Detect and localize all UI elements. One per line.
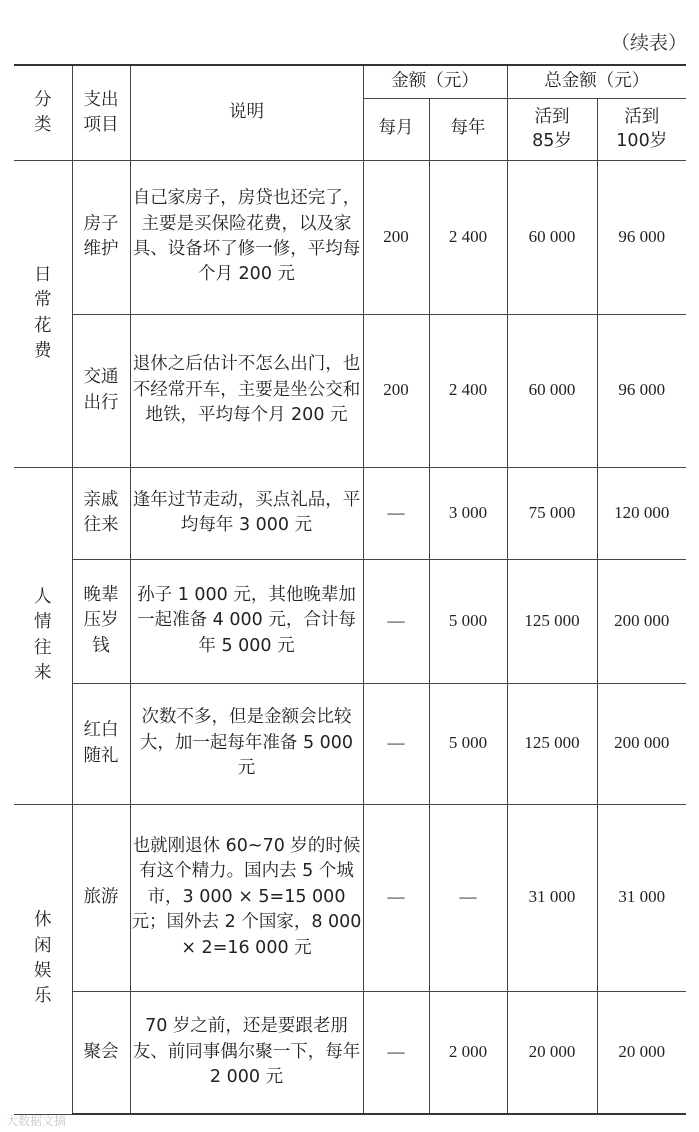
description-cell: 退休之后估计不怎么出门，也不经常开车，主要是坐公交和地铁，平均每个月 200 元 (130, 314, 363, 467)
header-yearly: 每年 (429, 98, 507, 160)
category-cell: 日常花费 (14, 160, 72, 467)
total-100-cell: 20 000 (597, 991, 686, 1114)
table-row (14, 314, 686, 467)
header-category: 分类 (14, 65, 72, 160)
description-cell: 也就刚退休 60~70 岁的时候有这个精力。国内去 5 个城市，3 000 × 5=15 000 元；国外去 2 个国家，8 000 × 2=16 000 元 (130, 804, 363, 991)
yearly-cell: 2 400 (429, 160, 507, 314)
total-100-cell: 200 000 (597, 683, 686, 804)
total-100-cell: 200 000 (597, 559, 686, 683)
description-cell: 次数不多，但是金额会比较大，加一起每年准备 5 000 元 (130, 683, 363, 804)
item-cell: 晚辈压岁钱 (72, 559, 130, 683)
total-85-cell: 60 000 (507, 314, 597, 467)
monthly-cell: — (363, 467, 429, 559)
monthly-cell: 200 (363, 160, 429, 314)
table-row (14, 804, 686, 991)
header-amount-group: 金额（元） (363, 65, 507, 98)
yearly-cell: 5 000 (429, 683, 507, 804)
item-cell: 房子维护 (72, 160, 130, 314)
expense-table (14, 64, 686, 1115)
watermark: 大数据文摘 (6, 1114, 67, 1128)
header-total-group: 总金额（元） (507, 65, 686, 98)
yearly-cell: 5 000 (429, 559, 507, 683)
yearly-cell: 2 000 (429, 991, 507, 1114)
continued-label: （续表） (610, 32, 687, 54)
table-row (14, 559, 686, 683)
total-100-cell: 96 000 (597, 160, 686, 314)
table-row (14, 160, 686, 314)
total-85-cell: 20 000 (507, 991, 597, 1114)
item-cell: 聚会 (72, 991, 130, 1114)
yearly-cell: 3 000 (429, 467, 507, 559)
total-85-cell: 31 000 (507, 804, 597, 991)
table-row (14, 467, 686, 559)
header-monthly: 每月 (363, 98, 429, 160)
header-item: 支出项目 (72, 65, 130, 160)
table-row (14, 683, 686, 804)
total-100-cell: 96 000 (597, 314, 686, 467)
description-cell: 孙子 1 000 元，其他晚辈加一起准备 4 000 元，合计每年 5 000 元 (130, 559, 363, 683)
table-row (14, 991, 686, 1114)
category-cell: 人情往来 (14, 467, 72, 804)
item-cell: 交通出行 (72, 314, 130, 467)
description-cell: 逢年过节走动，买点礼品，平均每年 3 000 元 (130, 467, 363, 559)
header-to-85: 活到85岁 (507, 98, 597, 160)
item-cell: 旅游 (72, 804, 130, 991)
category-cell: 休闲娱乐 (14, 804, 72, 1114)
total-85-cell: 75 000 (507, 467, 597, 559)
yearly-cell: — (429, 804, 507, 991)
monthly-cell: — (363, 804, 429, 991)
total-100-cell: 31 000 (597, 804, 686, 991)
monthly-cell: — (363, 683, 429, 804)
item-cell: 亲戚往来 (72, 467, 130, 559)
monthly-cell: 200 (363, 314, 429, 467)
item-cell: 红白随礼 (72, 683, 130, 804)
monthly-cell: — (363, 559, 429, 683)
header-description: 说明 (130, 65, 363, 160)
total-85-cell: 125 000 (507, 559, 597, 683)
total-85-cell: 60 000 (507, 160, 597, 314)
description-cell: 自己家房子，房贷也还完了，主要是买保险花费，以及家具、设备坏了修一修，平均每个月 200 元 (130, 160, 363, 314)
yearly-cell: 2 400 (429, 314, 507, 467)
monthly-cell: — (363, 991, 429, 1114)
total-100-cell: 120 000 (597, 467, 686, 559)
description-cell: 70 岁之前，还是要跟老朋友、前同事偶尔聚一下，每年 2 000 元 (130, 991, 363, 1114)
total-85-cell: 125 000 (507, 683, 597, 804)
header-to-100: 活到100岁 (597, 98, 686, 160)
